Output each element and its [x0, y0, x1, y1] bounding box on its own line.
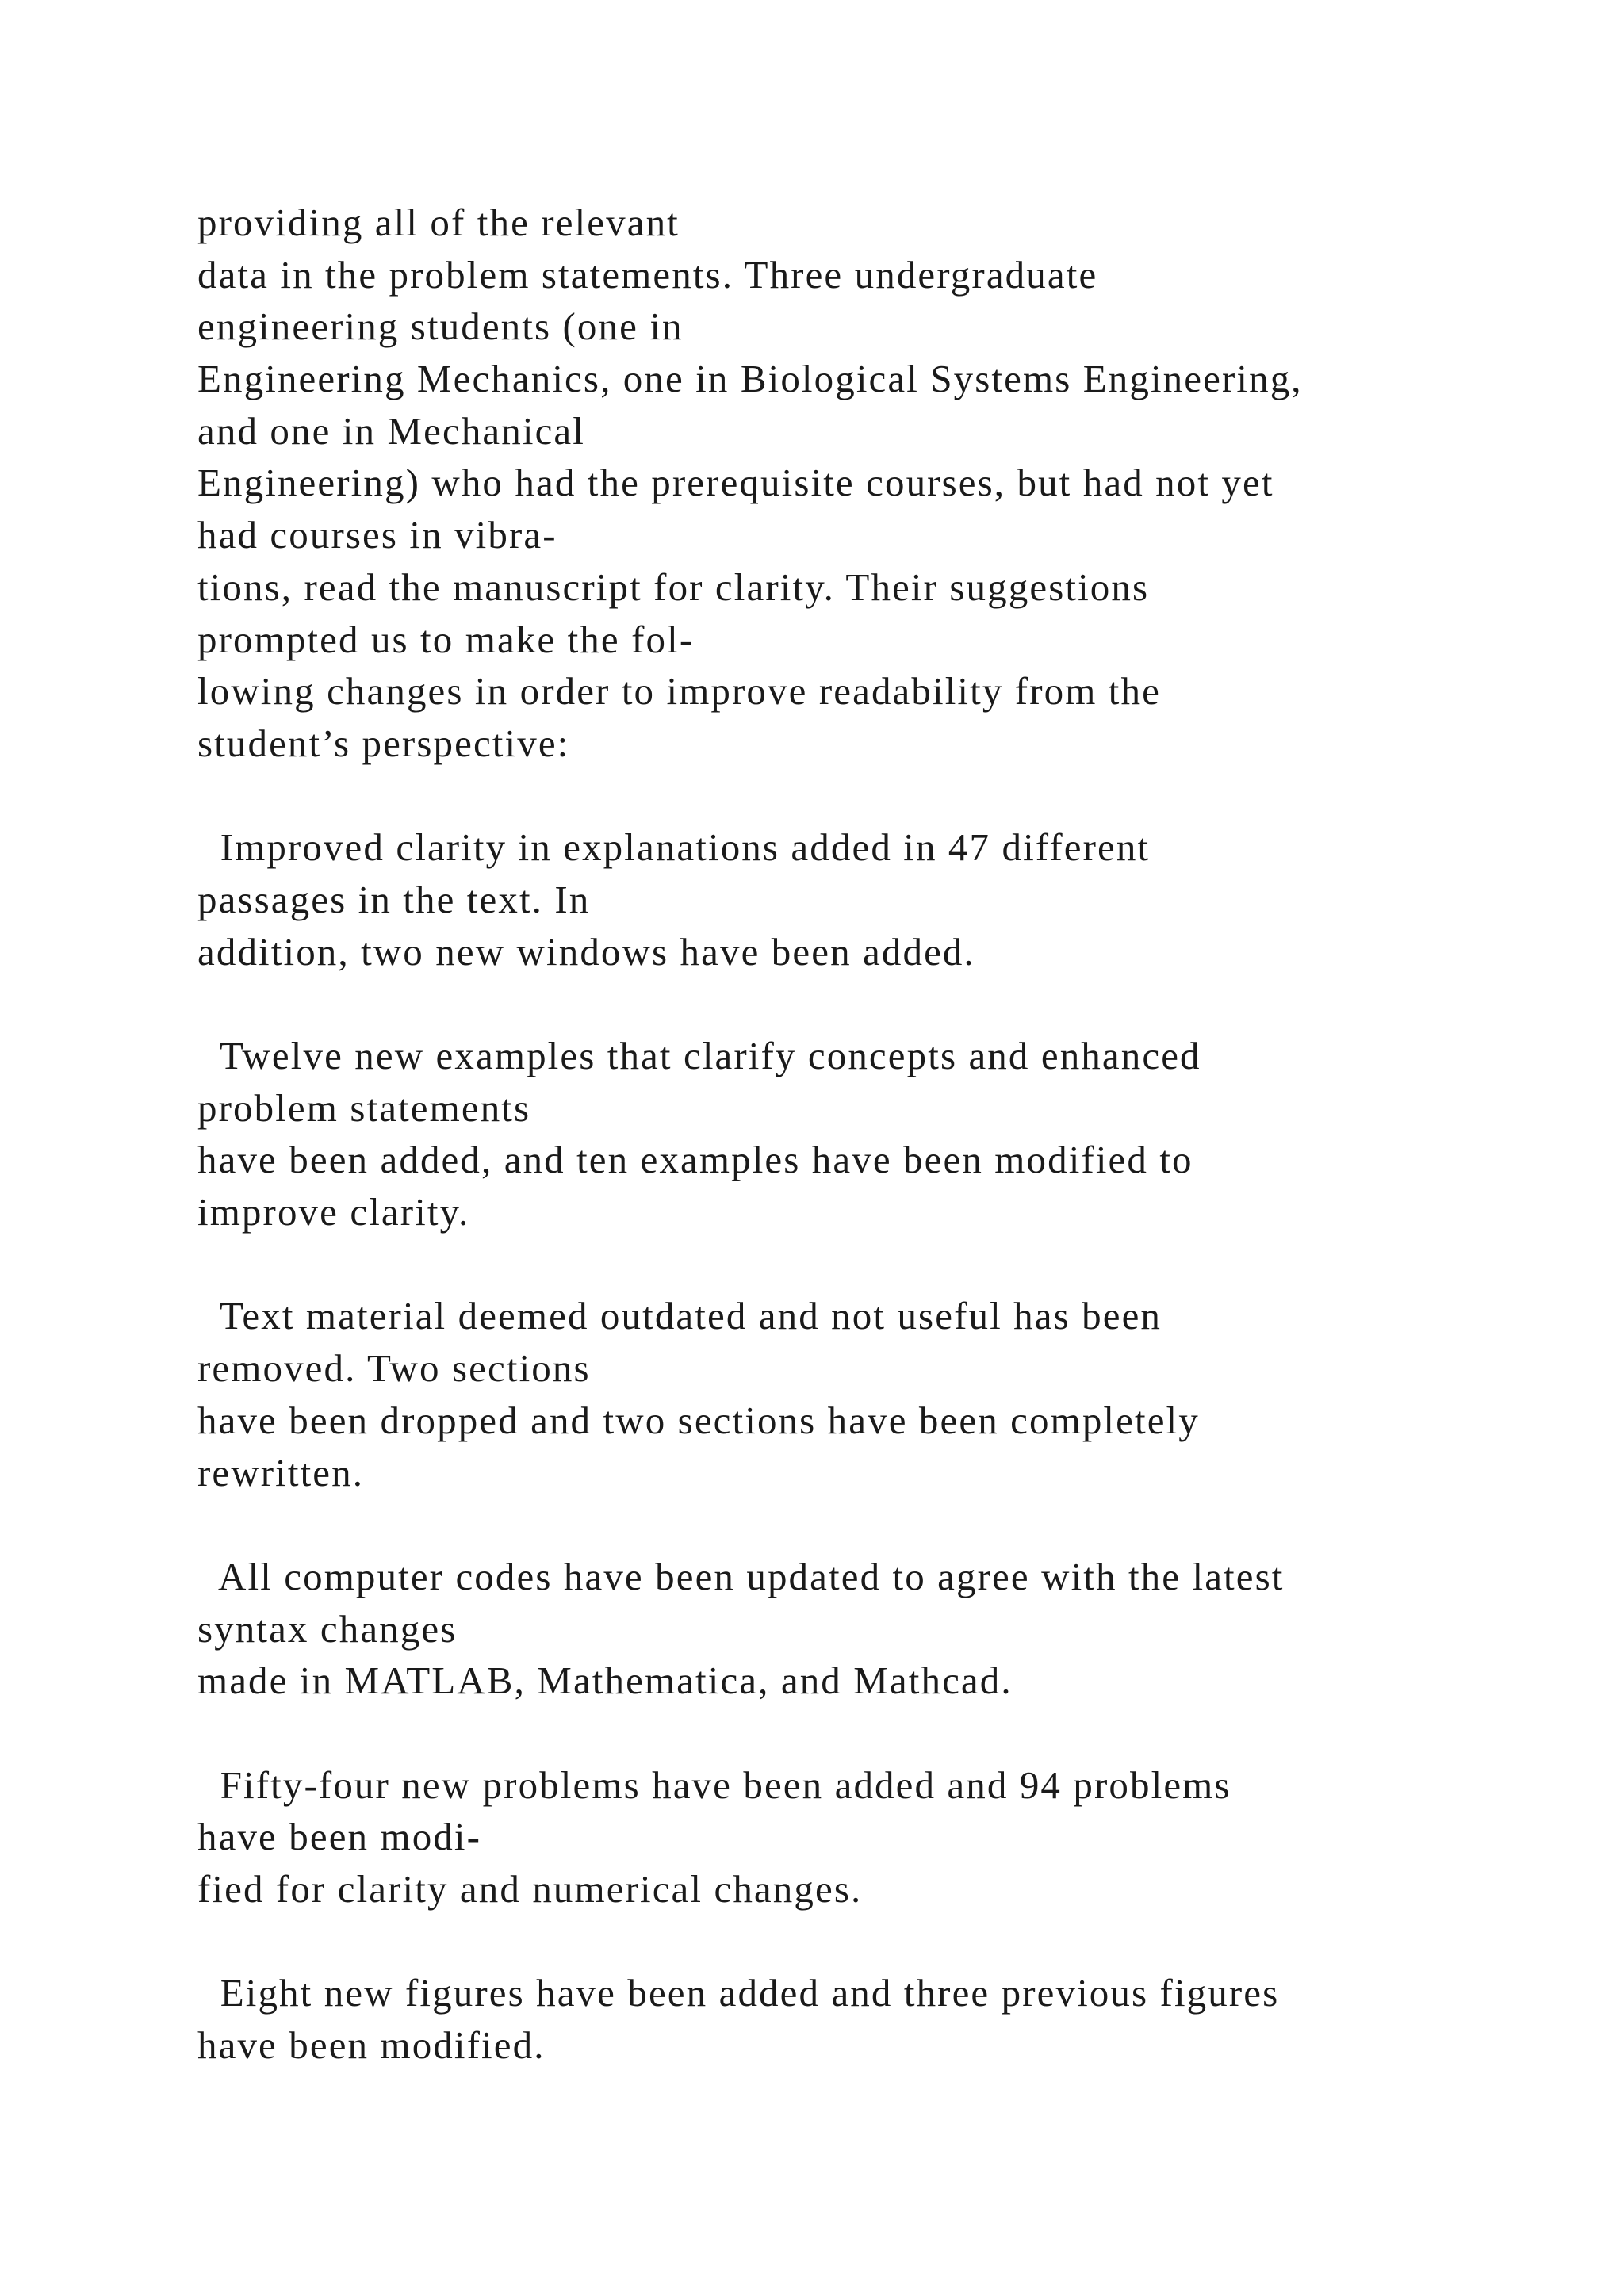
text-line: passages in the text. In [197, 877, 591, 921]
text-line: tions, read the manuscript for clarity. Their suggestions [197, 564, 1150, 609]
bullet-computer-codes: All computer codes have been updated to agree with the latest [197, 1554, 1285, 1598]
blank-line [197, 1238, 1545, 1291]
text-line: made in MATLAB, Mathematica, and Mathcad. [197, 1659, 1013, 1703]
bullet-new-figures: Eight new figures have been added and three previous figures [197, 1971, 1280, 2015]
blank-line [197, 1915, 1545, 1968]
bullet-improved-clarity: Improved clarity in explanations added in 47 different [197, 825, 1151, 870]
text-line: have been added, and ten examples have been modified to [197, 1138, 1193, 1182]
text-line: student’s perspective: [197, 721, 570, 765]
text-line: prompted us to make the fol- [197, 617, 695, 661]
text-line: data in the problem statements. Three undergraduate [197, 252, 1098, 297]
text-line: problem statements [197, 1085, 531, 1130]
text-line: addition, two new windows have been added. [197, 929, 975, 974]
bullet-outdated-material: Text material deemed outdated and not useful has been [197, 1294, 1162, 1338]
text-line: had courses in vibra- [197, 513, 557, 557]
text-line: fied for clarity and numerical changes. [197, 1867, 863, 1911]
blank-line [197, 1498, 1545, 1551]
text-line: improve clarity. [197, 1190, 470, 1234]
text-line: Engineering Mechanics, one in Biological Systems Engineering, [197, 357, 1303, 401]
blank-line [197, 770, 1545, 822]
body-text [197, 197, 1545, 2072]
text-line: have been dropped and two sections have been completely [197, 1398, 1200, 1442]
text-line: removed. Two sections [197, 1346, 591, 1391]
text-line: Engineering) who had the prerequisite courses, but had not yet [197, 461, 1274, 505]
text-line: rewritten. [197, 1450, 365, 1494]
text-line: providing all of the relevant [197, 201, 680, 244]
text-line: lowing changes in order to improve readability from the [197, 669, 1161, 714]
bullet-new-problems: Fifty-four new problems have been added and 94 problems [197, 1762, 1231, 1807]
blank-line [197, 1707, 1545, 1759]
text-line: have been modi- [197, 1815, 482, 1859]
text-line: syntax changes [197, 1606, 458, 1651]
text-line: have been modified. [197, 2023, 546, 2068]
text-line: engineering students (one in [197, 304, 684, 349]
text-line: and one in Mechanical [197, 408, 585, 453]
bullet-new-examples: Twelve new examples that clarify concepts and enhanced [197, 1034, 1201, 1077]
blank-line [197, 978, 1545, 1030]
